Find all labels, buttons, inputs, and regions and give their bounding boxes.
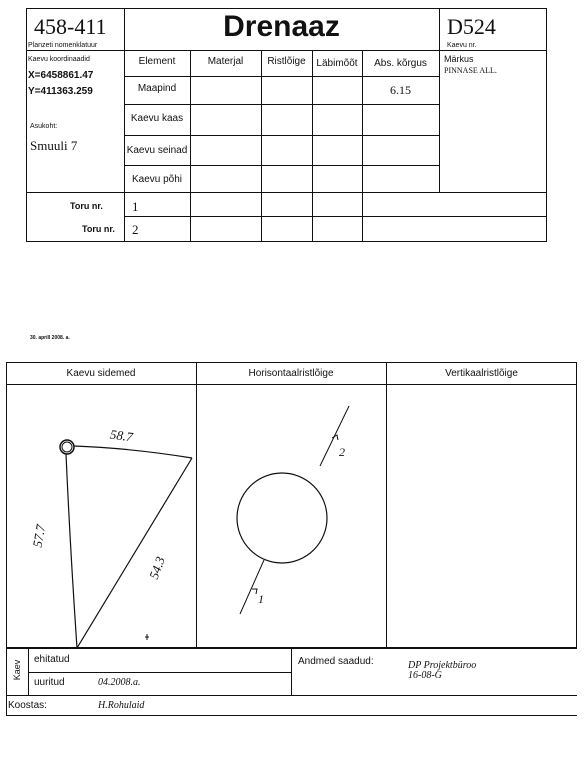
ground-abs-height: 6.15 (390, 83, 411, 97)
compiled-label: Koostas: (8, 700, 47, 711)
measured-value: 04.2008.a. (98, 677, 141, 688)
row-lid: Kaevu kaas (130, 113, 184, 124)
data-source-label: Andmed saadud: (298, 656, 374, 667)
sketch-col-ties: Kaevu sidemed (66, 368, 136, 379)
well-id: D524 (447, 14, 496, 39)
row-bottom: Kaevu põhi (131, 174, 183, 185)
coordinate-y: Y=411363.259 (28, 86, 93, 97)
sketch-col-horizontal: Horisontaalristlõige (248, 368, 334, 379)
kaev-label: Kaev (12, 659, 22, 681)
pipe-1-label: Toru nr. (70, 201, 103, 211)
document-date: 30. aprill 2008. a. (30, 335, 70, 341)
pipe-1-value: 1 (132, 199, 139, 214)
measured-label: uuritud (34, 677, 65, 688)
location-value: Smuuli 7 (30, 138, 78, 153)
well-circle-icon (237, 473, 327, 563)
pipe-top-number: 2 (339, 445, 345, 459)
remarks-value: PINNASE ALL. (444, 66, 497, 75)
data-source-value: DP Projektbüroo (408, 660, 477, 671)
col-material: Materjal (207, 56, 244, 67)
dist-diagonal: 54.3 (145, 554, 168, 582)
dist-top: 58.7 (109, 426, 134, 445)
pipe-2-label: Toru nr. (82, 224, 115, 234)
coordinate-x: X=6458861.47 (28, 70, 94, 81)
col-diameter: Läbimõõt (316, 58, 358, 69)
pipe-2-value: 2 (132, 222, 139, 237)
data-source-code: 16-08-G (408, 670, 442, 681)
dist-left: 57.7 (29, 523, 49, 549)
well-label: Kaevu nr. (447, 42, 477, 49)
row-walls: Kaevu seinad (126, 145, 188, 156)
col-element: Element (138, 56, 176, 67)
col-abs-height: Abs. kõrgus (374, 58, 427, 69)
col-crosssection: Ristlõige (267, 56, 306, 67)
built-label: ehitatud (34, 654, 70, 665)
sheet-number: 458-411 (34, 14, 107, 39)
coordinates-label: Kaevu koordinaadid (28, 56, 90, 63)
compiled-value: H.Rohulaid (98, 700, 145, 711)
pipe-bottom-number: 1 (258, 592, 264, 606)
sketch-col-vertical: Vertikaalristlõige (445, 368, 518, 379)
row-ground: Maapind (137, 83, 177, 94)
sheet-label: Planzeti nomenklatuur (28, 42, 98, 49)
remarks-label: Märkus (444, 54, 474, 64)
page-title: Drenaaz (223, 10, 340, 43)
location-label: Asukoht: (30, 123, 58, 130)
